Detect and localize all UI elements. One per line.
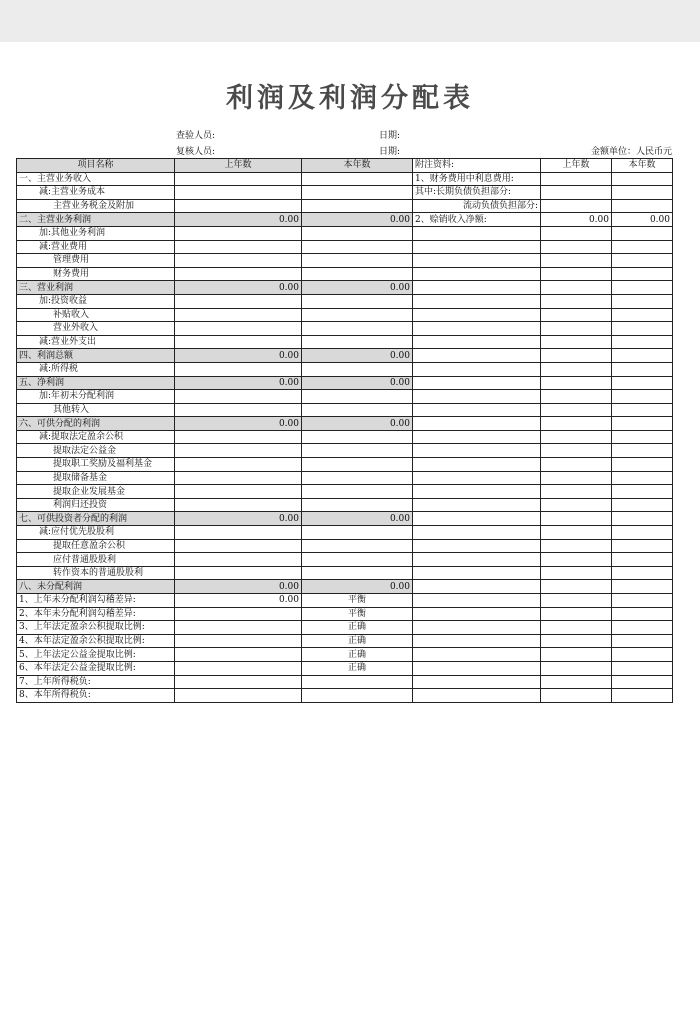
row-item-name: 二、主营业务利润 [17, 213, 175, 227]
row-note-label [413, 335, 541, 349]
row-note-label [413, 294, 541, 308]
row-cur-year-value: 正确 [302, 634, 413, 648]
row-item-name: 2、本年未分配利润勾稽差异: [17, 607, 175, 621]
row-prev-year-value [175, 267, 302, 281]
table-row [17, 498, 673, 512]
row-prev-year-value [175, 634, 302, 648]
row-note-prev-value [541, 322, 612, 336]
row-cur-year-value [302, 254, 413, 268]
row-note-prev-value [541, 172, 612, 186]
row-note-prev-value [541, 512, 612, 526]
row-item-name: 其他转入 [17, 403, 175, 417]
header-cur-year: 本年数 [302, 159, 413, 173]
table-row [17, 417, 673, 431]
row-item-name: 5、上年法定公益金提取比例: [17, 648, 175, 662]
row-note-label [413, 471, 541, 485]
row-note-label [413, 498, 541, 512]
row-item-name: 减:主营业务成本 [17, 186, 175, 200]
row-prev-year-value: 0.00 [175, 349, 302, 363]
row-note-cur-value [612, 362, 673, 376]
row-item-name: 转作资本的普通股股利 [17, 566, 175, 580]
row-item-name: 七、可供投资者分配的利润 [17, 512, 175, 526]
row-note-prev-value [541, 308, 612, 322]
table-row [17, 634, 673, 648]
row-cur-year-value [302, 403, 413, 417]
row-cur-year-value [302, 485, 413, 499]
row-note-label [413, 417, 541, 431]
row-note-cur-value [612, 281, 673, 295]
row-note-cur-value [612, 308, 673, 322]
date-label-1: 日期: [379, 131, 401, 141]
row-note-cur-value [612, 444, 673, 458]
row-item-name: 利润归还投资 [17, 498, 175, 512]
row-prev-year-value [175, 226, 302, 240]
row-cur-year-value: 0.00 [302, 417, 413, 431]
table-row [17, 390, 673, 404]
row-note-label [413, 526, 541, 540]
row-note-prev-value: 0.00 [541, 213, 612, 227]
row-note-label [413, 430, 541, 444]
row-note-cur-value [612, 648, 673, 662]
row-cur-year-value [302, 362, 413, 376]
table-row [17, 607, 673, 621]
row-note-prev-value [541, 417, 612, 431]
table-row [17, 376, 673, 390]
row-cur-year-value [302, 240, 413, 254]
row-cur-year-value [302, 430, 413, 444]
row-note-label: 2、赊销收入净额: [413, 213, 541, 227]
row-cur-year-value [302, 267, 413, 281]
row-prev-year-value [175, 539, 302, 553]
row-note-prev-value [541, 648, 612, 662]
row-note-prev-value [541, 240, 612, 254]
row-prev-year-value [175, 294, 302, 308]
table-row [17, 403, 673, 417]
row-note-prev-value [541, 634, 612, 648]
row-note-cur-value [612, 349, 673, 363]
row-note-prev-value [541, 485, 612, 499]
table-row [17, 512, 673, 526]
row-prev-year-value [175, 172, 302, 186]
row-note-cur-value [612, 580, 673, 594]
row-note-label: 流动负债负担部分: [413, 199, 541, 213]
row-cur-year-value [302, 553, 413, 567]
row-item-name: 一、主营业务收入 [17, 172, 175, 186]
row-note-prev-value [541, 539, 612, 553]
row-note-prev-value [541, 430, 612, 444]
row-note-label [413, 322, 541, 336]
row-item-name: 加:投资收益 [17, 294, 175, 308]
row-prev-year-value: 0.00 [175, 417, 302, 431]
header-note-prev-year: 上年数 [541, 159, 612, 173]
row-note-cur-value [612, 294, 673, 308]
row-cur-year-value: 0.00 [302, 376, 413, 390]
row-prev-year-value [175, 689, 302, 703]
row-note-prev-value [541, 226, 612, 240]
row-note-cur-value [612, 390, 673, 404]
row-prev-year-value [175, 621, 302, 635]
row-note-cur-value [612, 675, 673, 689]
row-note-label [413, 661, 541, 675]
row-note-prev-value [541, 607, 612, 621]
row-prev-year-value [175, 458, 302, 472]
row-note-cur-value: 0.00 [612, 213, 673, 227]
row-note-prev-value [541, 254, 612, 268]
row-note-cur-value [612, 661, 673, 675]
row-note-cur-value [612, 471, 673, 485]
row-prev-year-value [175, 199, 302, 213]
row-item-name: 6、本年法定公益金提取比例: [17, 661, 175, 675]
row-cur-year-value: 正确 [302, 648, 413, 662]
row-note-label [413, 485, 541, 499]
row-note-label [413, 566, 541, 580]
row-note-label [413, 308, 541, 322]
row-prev-year-value [175, 444, 302, 458]
row-note-prev-value [541, 199, 612, 213]
row-prev-year-value [175, 498, 302, 512]
table-row [17, 349, 673, 363]
row-note-label [413, 648, 541, 662]
row-note-cur-value [612, 458, 673, 472]
row-item-name: 提取职工奖励及福利基金 [17, 458, 175, 472]
row-item-name: 管理费用 [17, 254, 175, 268]
table-row [17, 580, 673, 594]
row-note-prev-value [541, 661, 612, 675]
table-row [17, 444, 673, 458]
table-row [17, 267, 673, 281]
row-note-cur-value [612, 186, 673, 200]
row-note-cur-value [612, 417, 673, 431]
row-item-name: 1、上年未分配利润勾稽差异: [17, 594, 175, 608]
row-cur-year-value [302, 308, 413, 322]
row-note-cur-value [612, 430, 673, 444]
row-note-cur-value [612, 607, 673, 621]
table-row [17, 172, 673, 186]
table-row [17, 648, 673, 662]
row-note-prev-value [541, 689, 612, 703]
row-note-cur-value [612, 403, 673, 417]
table-row [17, 335, 673, 349]
row-note-label [413, 607, 541, 621]
row-note-label [413, 594, 541, 608]
table-row [17, 226, 673, 240]
row-prev-year-value: 0.00 [175, 594, 302, 608]
row-note-cur-value [612, 634, 673, 648]
row-note-label [413, 281, 541, 295]
row-item-name: 财务费用 [17, 267, 175, 281]
row-note-prev-value [541, 498, 612, 512]
row-note-cur-value [612, 240, 673, 254]
date-label-2: 日期: [379, 147, 401, 157]
row-cur-year-value [302, 458, 413, 472]
row-item-name: 8、本年所得税负: [17, 689, 175, 703]
row-cur-year-value: 0.00 [302, 281, 413, 295]
row-note-prev-value [541, 362, 612, 376]
row-prev-year-value [175, 240, 302, 254]
row-prev-year-value [175, 308, 302, 322]
row-prev-year-value [175, 186, 302, 200]
table-row [17, 594, 673, 608]
row-cur-year-value [302, 172, 413, 186]
row-note-label [413, 240, 541, 254]
row-note-prev-value [541, 281, 612, 295]
row-cur-year-value [302, 335, 413, 349]
row-cur-year-value [302, 444, 413, 458]
row-item-name: 提取储备基金 [17, 471, 175, 485]
table-row [17, 294, 673, 308]
row-cur-year-value [302, 498, 413, 512]
row-cur-year-value [302, 226, 413, 240]
row-item-name: 营业外收入 [17, 322, 175, 336]
row-note-cur-value [612, 539, 673, 553]
row-note-prev-value [541, 675, 612, 689]
row-note-label [413, 254, 541, 268]
table-row [17, 471, 673, 485]
row-cur-year-value [302, 390, 413, 404]
row-note-prev-value [541, 526, 612, 540]
row-note-cur-value [612, 512, 673, 526]
table-row [17, 199, 673, 213]
row-prev-year-value: 0.00 [175, 213, 302, 227]
row-note-cur-value [612, 485, 673, 499]
row-item-name: 7、上年所得税负: [17, 675, 175, 689]
row-cur-year-value: 0.00 [302, 213, 413, 227]
row-cur-year-value: 0.00 [302, 349, 413, 363]
table-row [17, 430, 673, 444]
row-cur-year-value: 正确 [302, 621, 413, 635]
row-item-name: 四、利润总额 [17, 349, 175, 363]
row-item-name: 六、可供分配的利润 [17, 417, 175, 431]
row-cur-year-value [302, 539, 413, 553]
row-note-label [413, 403, 541, 417]
row-prev-year-value: 0.00 [175, 512, 302, 526]
table-row [17, 281, 673, 295]
row-note-cur-value [612, 566, 673, 580]
table-row [17, 621, 673, 635]
row-note-cur-value [612, 322, 673, 336]
row-note-cur-value [612, 498, 673, 512]
row-note-prev-value [541, 580, 612, 594]
row-item-name: 主营业务税金及附加 [17, 199, 175, 213]
row-item-name: 提取企业发展基金 [17, 485, 175, 499]
table-header-row [17, 159, 673, 173]
row-cur-year-value [302, 186, 413, 200]
row-note-prev-value [541, 621, 612, 635]
header-item-name: 项目名称 [17, 159, 175, 173]
row-item-name: 加:其他业务利润 [17, 226, 175, 240]
row-prev-year-value [175, 485, 302, 499]
row-note-label [413, 553, 541, 567]
row-note-label [413, 621, 541, 635]
row-item-name: 八、未分配利润 [17, 580, 175, 594]
row-item-name: 减:应付优先股股利 [17, 526, 175, 540]
row-note-label [413, 539, 541, 553]
row-note-prev-value [541, 349, 612, 363]
row-note-prev-value [541, 403, 612, 417]
row-note-label [413, 689, 541, 703]
row-note-cur-value [612, 621, 673, 635]
row-note-cur-value [612, 226, 673, 240]
row-note-label [413, 362, 541, 376]
table-row [17, 566, 673, 580]
row-item-name: 减:所得税 [17, 362, 175, 376]
row-cur-year-value [302, 471, 413, 485]
row-prev-year-value [175, 471, 302, 485]
table-row [17, 322, 673, 336]
row-note-label [413, 675, 541, 689]
page-title: 利润及利润分配表 [226, 83, 474, 114]
row-note-cur-value [612, 553, 673, 567]
table-row [17, 553, 673, 567]
row-note-label [413, 580, 541, 594]
row-item-name: 应付普通股股利 [17, 553, 175, 567]
row-note-label [413, 390, 541, 404]
row-note-cur-value [612, 526, 673, 540]
table-row [17, 254, 673, 268]
row-cur-year-value [302, 199, 413, 213]
row-prev-year-value [175, 661, 302, 675]
row-note-cur-value [612, 594, 673, 608]
row-note-prev-value [541, 566, 612, 580]
table-row [17, 240, 673, 254]
row-note-cur-value [612, 267, 673, 281]
row-item-name: 4、本年法定盈余公积提取比例: [17, 634, 175, 648]
row-item-name: 提取法定公益金 [17, 444, 175, 458]
unit-label: 金额单位：人民币元 [590, 147, 672, 157]
row-cur-year-value [302, 689, 413, 703]
row-prev-year-value [175, 526, 302, 540]
row-cur-year-value: 0.00 [302, 512, 413, 526]
row-prev-year-value [175, 607, 302, 621]
row-cur-year-value: 0.00 [302, 580, 413, 594]
row-note-label [413, 376, 541, 390]
row-prev-year-value [175, 362, 302, 376]
row-note-prev-value [541, 335, 612, 349]
row-cur-year-value: 平衡 [302, 607, 413, 621]
row-note-cur-value [612, 254, 673, 268]
row-prev-year-value [175, 566, 302, 580]
checker-label: 查验人员: [176, 131, 216, 141]
row-note-prev-value [541, 186, 612, 200]
row-cur-year-value [302, 675, 413, 689]
row-prev-year-value [175, 648, 302, 662]
table-row [17, 362, 673, 376]
row-item-name: 五、净利润 [17, 376, 175, 390]
row-item-name: 三、营业利润 [17, 281, 175, 295]
reviewer-label: 复核人员: [176, 147, 216, 157]
row-note-prev-value [541, 267, 612, 281]
table-row [17, 661, 673, 675]
table-row [17, 213, 673, 227]
table-row [17, 689, 673, 703]
table-row [17, 539, 673, 553]
row-prev-year-value [175, 430, 302, 444]
row-cur-year-value: 平衡 [302, 594, 413, 608]
row-prev-year-value [175, 335, 302, 349]
row-item-name: 提取任意盈余公积 [17, 539, 175, 553]
row-item-name: 减:提取法定盈余公积 [17, 430, 175, 444]
table-row [17, 186, 673, 200]
row-note-prev-value [541, 594, 612, 608]
row-note-cur-value [612, 689, 673, 703]
row-prev-year-value: 0.00 [175, 376, 302, 390]
row-note-prev-value [541, 444, 612, 458]
table-row [17, 308, 673, 322]
row-item-name: 减:营业外支出 [17, 335, 175, 349]
row-item-name: 减:营业费用 [17, 240, 175, 254]
row-note-label [413, 444, 541, 458]
row-note-label [413, 458, 541, 472]
row-note-prev-value [541, 471, 612, 485]
row-item-name: 补贴收入 [17, 308, 175, 322]
row-prev-year-value: 0.00 [175, 281, 302, 295]
row-prev-year-value [175, 403, 302, 417]
row-prev-year-value [175, 553, 302, 567]
row-note-cur-value [612, 172, 673, 186]
row-note-prev-value [541, 553, 612, 567]
row-note-prev-value [541, 458, 612, 472]
row-item-name: 加:年初未分配利润 [17, 390, 175, 404]
row-cur-year-value [302, 526, 413, 540]
row-note-cur-value [612, 376, 673, 390]
profit-distribution-table [16, 158, 673, 703]
table-row [17, 458, 673, 472]
row-note-label [413, 512, 541, 526]
table-row [17, 675, 673, 689]
row-note-prev-value [541, 390, 612, 404]
row-note-label [413, 634, 541, 648]
row-prev-year-value: 0.00 [175, 580, 302, 594]
table-row [17, 485, 673, 499]
row-prev-year-value [175, 254, 302, 268]
row-item-name: 3、上年法定盈余公积提取比例: [17, 621, 175, 635]
row-note-cur-value [612, 335, 673, 349]
row-cur-year-value [302, 322, 413, 336]
header-notes: 附注资料: [413, 159, 541, 173]
row-prev-year-value [175, 322, 302, 336]
row-note-prev-value [541, 376, 612, 390]
top-bar [0, 0, 700, 42]
row-note-label: 其中:长期负债负担部分: [413, 186, 541, 200]
row-note-label [413, 267, 541, 281]
row-note-label [413, 349, 541, 363]
table-row [17, 526, 673, 540]
row-prev-year-value [175, 390, 302, 404]
header-note-cur-year: 本年数 [612, 159, 673, 173]
row-cur-year-value [302, 294, 413, 308]
row-note-label [413, 226, 541, 240]
row-cur-year-value [302, 566, 413, 580]
row-note-cur-value [612, 199, 673, 213]
row-note-prev-value [541, 294, 612, 308]
row-note-label: 1、财务费用中利息费用: [413, 172, 541, 186]
row-cur-year-value: 正确 [302, 661, 413, 675]
row-prev-year-value [175, 675, 302, 689]
header-prev-year: 上年数 [175, 159, 302, 173]
